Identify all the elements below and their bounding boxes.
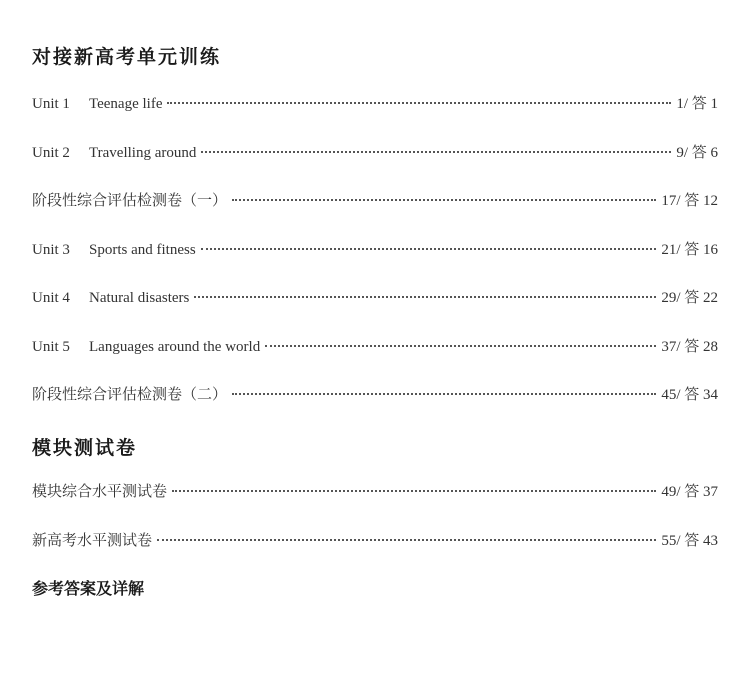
toc-page-number: 55/ 答 43 (661, 533, 718, 549)
dot-leader (265, 345, 656, 347)
toc-entry-unit-4[interactable] (32, 286, 718, 308)
toc-page-number: 45/ 答 34 (661, 387, 718, 403)
dot-leader (201, 248, 657, 250)
toc-entry-title: Sports and fitness (89, 242, 196, 258)
toc-entry-unit-1[interactable] (32, 92, 718, 114)
toc-page-number: 17/ 答 12 (661, 193, 718, 209)
toc-entry-title: Natural disasters (89, 290, 190, 306)
toc-page-number: 49/ 答 37 (661, 484, 718, 500)
toc-entry-title: Travelling around (89, 145, 197, 161)
toc-page-number: 37/ 答 28 (661, 339, 718, 355)
toc-unit-label: Unit 1 (32, 96, 70, 112)
toc-entry-title: 阶段性综合评估检测卷（二） (32, 387, 228, 403)
toc-entry-new-gaokao-test[interactable] (32, 529, 718, 551)
toc-page-number: 29/ 答 22 (661, 290, 718, 306)
toc-entry-unit-5[interactable] (32, 335, 718, 357)
dot-leader (232, 199, 656, 201)
dot-leader (167, 102, 671, 104)
toc-page-number: 9/ 答 6 (676, 145, 718, 161)
toc-entry-title: Teenage life (89, 96, 163, 112)
dot-leader (194, 296, 656, 298)
dot-leader (157, 539, 656, 541)
dot-leader (232, 393, 656, 395)
toc-page-number: 1/ 答 1 (676, 96, 718, 112)
toc-entry-stage-test-2[interactable] (32, 383, 718, 405)
section-title-module-tests: 模块测试卷 (32, 437, 138, 459)
section-title-unit-training: 对接新高考单元训练 (32, 46, 222, 68)
toc-unit-label: Unit 5 (32, 339, 70, 355)
toc-entry-unit-3[interactable] (32, 238, 718, 260)
toc-entry-title: 阶段性综合评估检测卷（一） (32, 193, 228, 209)
toc-entry-title: 新高考水平测试卷 (32, 533, 153, 549)
toc-entry-title: 模块综合水平测试卷 (32, 484, 168, 500)
toc-unit-label: Unit 4 (32, 290, 70, 306)
toc-entry-title: Languages around the world (89, 339, 261, 355)
toc-page-number: 21/ 答 16 (661, 242, 718, 258)
answers-section-title[interactable]: 参考答案及详解 (32, 579, 145, 598)
toc-unit-label: Unit 2 (32, 145, 70, 161)
toc-entry-module-test[interactable] (32, 480, 718, 502)
toc-entry-unit-2[interactable] (32, 141, 718, 163)
dot-leader (172, 490, 656, 492)
dot-leader (201, 151, 671, 153)
toc-entry-stage-test-1[interactable] (32, 189, 718, 211)
toc-unit-label: Unit 3 (32, 242, 70, 258)
